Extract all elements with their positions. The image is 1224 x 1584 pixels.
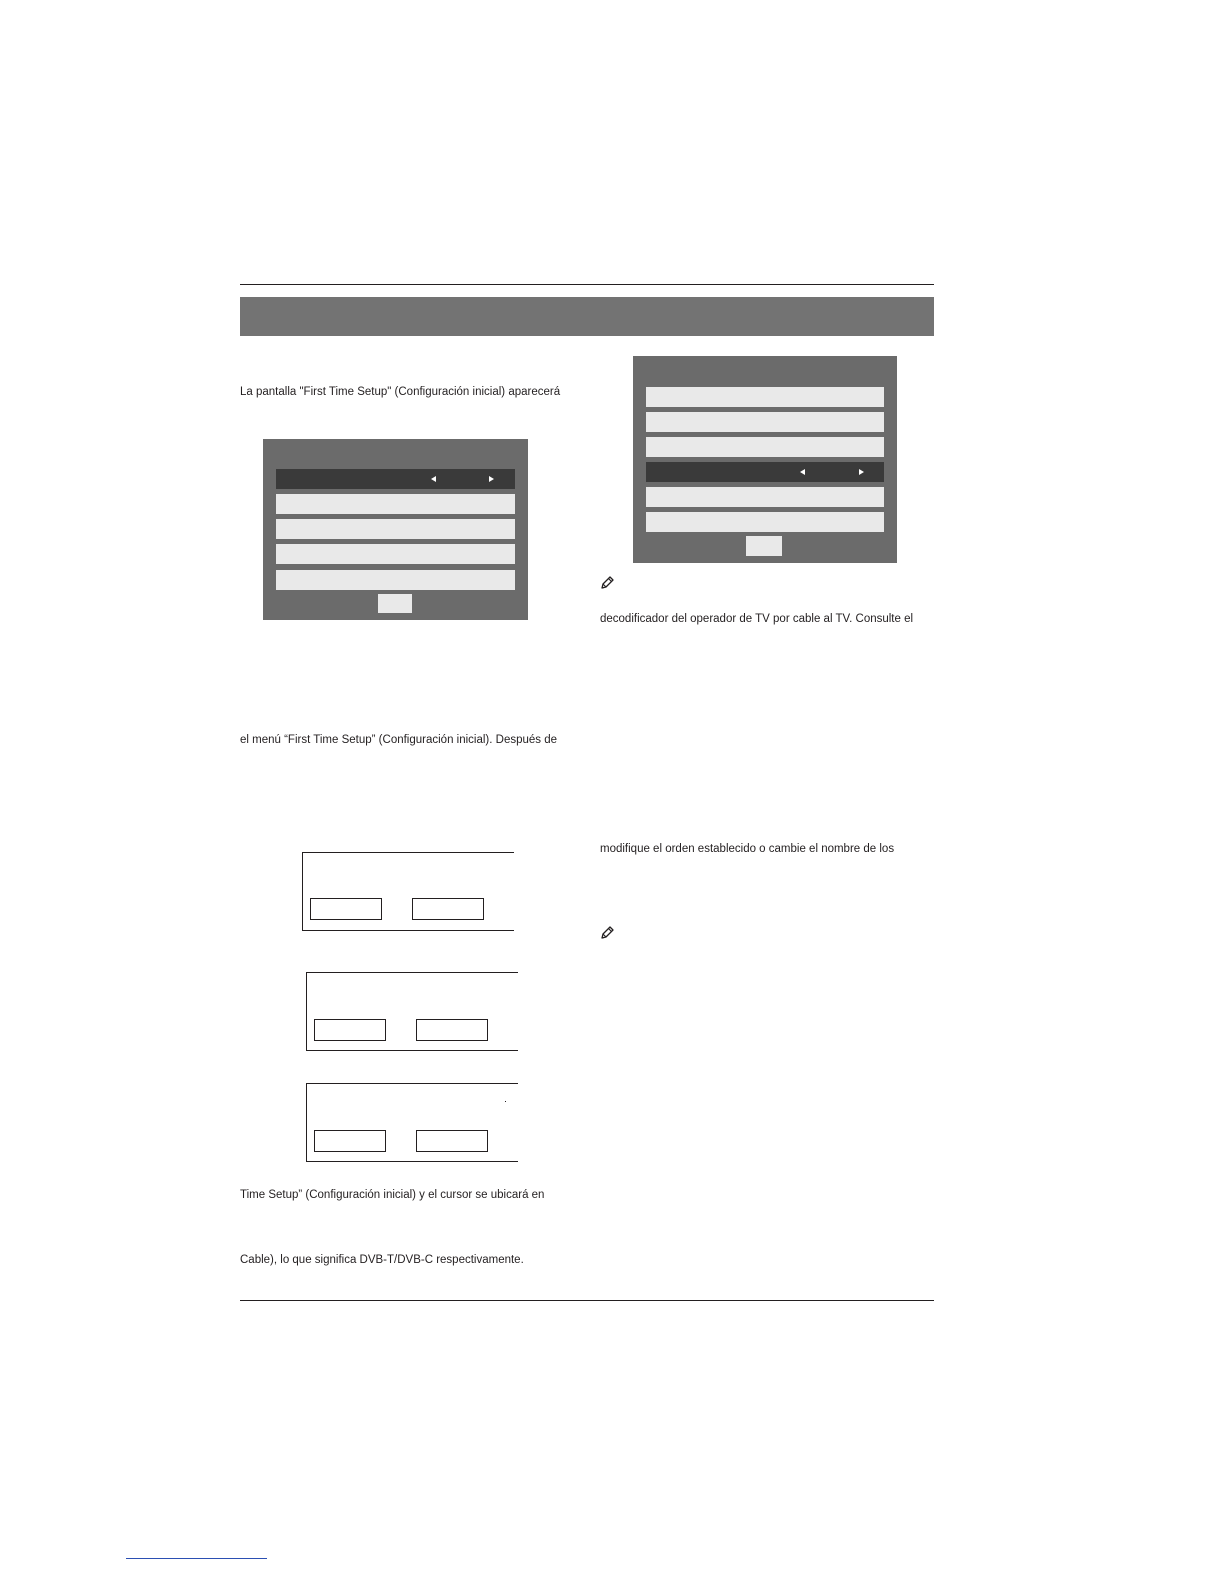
top-rule xyxy=(240,284,934,285)
osd-row[interactable] xyxy=(646,437,884,457)
osd-row[interactable] xyxy=(646,512,884,532)
osd-row[interactable] xyxy=(276,544,515,564)
osd-row[interactable] xyxy=(646,412,884,432)
dialog-button-left[interactable] xyxy=(314,1019,386,1041)
menu-text: el menú “First Time Setup” (Configuración inicial). Después de xyxy=(240,734,558,746)
dialog-dot xyxy=(505,1101,506,1102)
footer-link-underline[interactable] xyxy=(126,1558,267,1559)
dialog-button-right[interactable] xyxy=(412,898,484,920)
cable-text: Cable), lo que significa DVB-T/DVB-C respectivamente. xyxy=(240,1254,524,1266)
bottom-rule xyxy=(240,1300,934,1301)
osd-ok-button[interactable] xyxy=(378,594,412,613)
osd-row[interactable] xyxy=(646,487,884,507)
dialog-button-left[interactable] xyxy=(310,898,382,920)
decoder-text: decodificador del operador de TV por cable al TV. Consulte el xyxy=(600,613,914,625)
osd-row-selected[interactable] xyxy=(646,462,884,482)
osd-ok-button[interactable] xyxy=(746,536,782,556)
dialog-button-right[interactable] xyxy=(416,1019,488,1041)
dialog-button-left[interactable] xyxy=(314,1130,386,1152)
channel-setup-osd xyxy=(633,356,897,563)
dialog-button-right[interactable] xyxy=(416,1130,488,1152)
osd-row-selected[interactable] xyxy=(276,469,515,489)
confirm-dialog-3 xyxy=(306,1083,518,1162)
osd-row[interactable] xyxy=(276,519,515,539)
confirm-dialog-1 xyxy=(302,852,514,931)
time-setup-text: Time Setup” (Configuración inicial) y el cursor se ubicará en xyxy=(240,1189,545,1201)
section-header-band xyxy=(240,297,934,336)
intro-text: La pantalla "First Time Setup" (Configuración inicial) aparecerá xyxy=(240,386,561,398)
pencil-note-icon xyxy=(599,575,615,591)
osd-row[interactable] xyxy=(276,570,515,590)
pencil-note-icon xyxy=(599,925,615,941)
first-time-setup-osd xyxy=(263,439,528,620)
triangle-left-icon[interactable] xyxy=(431,476,436,482)
triangle-right-icon[interactable] xyxy=(859,469,864,475)
osd-row[interactable] xyxy=(646,387,884,407)
triangle-right-icon[interactable] xyxy=(489,476,494,482)
confirm-dialog-2 xyxy=(306,972,518,1051)
osd-row[interactable] xyxy=(276,494,515,514)
triangle-left-icon[interactable] xyxy=(800,469,805,475)
order-text: modifique el orden establecido o cambie el nombre de los xyxy=(600,843,895,855)
